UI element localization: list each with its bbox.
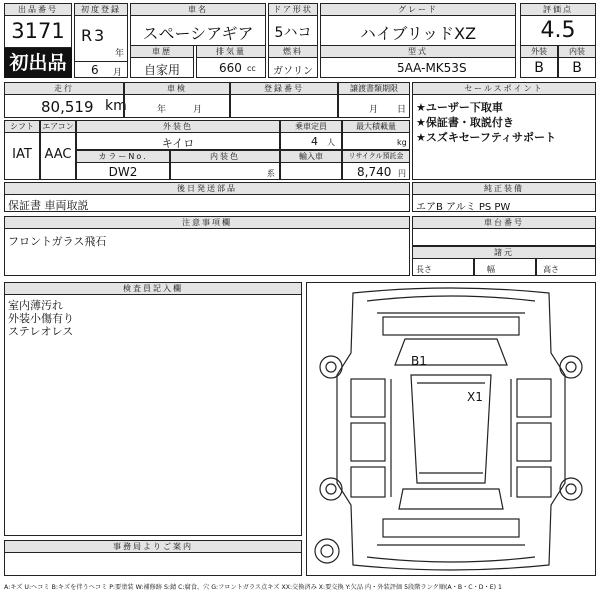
- damage-mark-b1: B1: [411, 354, 427, 368]
- spec-length-cell: [412, 258, 474, 276]
- header-chassis-no: 車台番号: [412, 216, 596, 229]
- score-cell: [520, 15, 596, 46]
- interior-grade-cell: [558, 57, 596, 78]
- first-reg-era: R: [81, 26, 93, 45]
- header-interior: 内装: [558, 45, 596, 58]
- header-model: 型式: [320, 45, 516, 58]
- header-ext-color: 外装色: [76, 120, 280, 133]
- first-sale-badge: 初出品: [4, 48, 72, 78]
- int-color-unit: 系: [267, 169, 275, 178]
- header-score: 評価点: [520, 3, 596, 16]
- displacement-unit: cc: [247, 64, 256, 73]
- mileage-unit: km: [105, 98, 127, 114]
- inspector-note: 室内薄汚れ: [8, 299, 63, 312]
- header-capacity: 乗車定員: [280, 120, 342, 133]
- legend-text: A:キズ U:ヘコミ B:キズを伴うヘコミ P:要塗装 W:補修跡 S:錆 C:腐食、穴 G:フロントガラス点キズ XX:交換済み X:要交換 Y:欠品 内・外装評価 5段階ランク順(A・B・C・D・E) 1: [4, 584, 502, 591]
- shift: IAT: [12, 147, 32, 162]
- spec-width-cell: [474, 258, 536, 276]
- import-cell: [280, 162, 342, 180]
- header-later-parts: 後日発送部品: [4, 182, 410, 195]
- spec-length: 長さ: [416, 265, 432, 274]
- header-specs: 諸元: [412, 246, 596, 259]
- first-reg-month-cell: [74, 61, 128, 78]
- model-code: 5AA-MK53S: [397, 61, 467, 75]
- equipment-cell: [412, 194, 596, 212]
- inspector-notes-box: [4, 294, 302, 536]
- exterior-grade: B: [534, 60, 544, 76]
- shift-cell: [4, 132, 40, 180]
- mileage-cell: [4, 94, 127, 118]
- inspector-note: 外装小傷有り: [8, 312, 74, 325]
- inspection-year-unit: 年: [157, 105, 167, 115]
- aircon: AAC: [44, 147, 72, 162]
- first-reg-month: 6: [91, 63, 99, 77]
- score: 4.5: [540, 18, 576, 43]
- history: 自家用: [143, 63, 180, 77]
- fuel: ガソリン: [273, 66, 313, 77]
- lot-number-cell: [4, 15, 72, 48]
- model-cell: [320, 57, 516, 78]
- header-inspector: 検査員記入欄: [4, 282, 302, 295]
- header-max-load: 最大積載量: [342, 120, 410, 133]
- first-reg-year-unit: 年: [115, 49, 125, 59]
- damage-mark-x1: X1: [467, 390, 483, 404]
- header-office: 事務局よりご案内: [4, 540, 302, 553]
- header-int-color: 内装色: [170, 150, 280, 163]
- header-car-name: 車名: [130, 3, 266, 16]
- later-parts-cell: [4, 194, 410, 212]
- header-lot-no: 出品番号: [4, 3, 72, 16]
- capacity-cell: [280, 132, 342, 150]
- notes: フロントガラス飛石: [8, 235, 107, 248]
- transfer-day-unit: 日: [397, 105, 407, 115]
- exterior-grade-cell: [520, 57, 558, 78]
- ext-color: キイロ: [161, 137, 195, 150]
- first-reg-cell: [74, 15, 128, 62]
- capacity: 4: [311, 135, 318, 148]
- header-aircon: エアコン: [40, 120, 76, 133]
- transfer-month-unit: 月: [369, 105, 379, 115]
- transfer-deadline-cell: [338, 94, 410, 118]
- header-fuel: 燃料: [268, 45, 318, 58]
- header-inspection: 車検: [124, 82, 230, 95]
- header-displacement: 排気量: [196, 45, 266, 58]
- header-reg-no: 登録番号: [230, 82, 338, 95]
- header-shift: シフト: [4, 120, 40, 133]
- header-door: ドア形状: [268, 3, 318, 16]
- sales-point-item: ★保証書・取説付き: [416, 116, 514, 129]
- grade: ハイブリッドXZ: [359, 24, 477, 43]
- car-damage-diagram: [307, 283, 595, 575]
- displacement-cell: [196, 57, 266, 78]
- lot-number: 3171: [11, 19, 65, 43]
- color-no-cell: [76, 162, 170, 180]
- spec-height-cell: [536, 258, 596, 276]
- max-load-unit: kg: [397, 138, 407, 147]
- header-notes: 注意事項欄: [4, 216, 410, 229]
- color-no: DW2: [108, 165, 138, 179]
- header-grade: グレード: [320, 3, 516, 16]
- header-first-reg: 初度登録: [74, 3, 128, 16]
- displacement: 660: [219, 61, 242, 75]
- fuel-cell: [268, 57, 318, 78]
- aircon-cell: [40, 132, 76, 180]
- first-reg-month-unit: 月: [113, 68, 123, 78]
- door-cell: [268, 15, 318, 46]
- chassis-no-cell: [412, 228, 596, 246]
- recycle-cell: [342, 162, 410, 180]
- ext-color-cell: [76, 132, 280, 150]
- max-load-cell: [342, 132, 410, 150]
- sales-point-item: ★ユーザー下取車: [416, 101, 503, 114]
- header-exterior: 外装: [520, 45, 558, 58]
- recycle-unit: 円: [398, 169, 406, 178]
- notes-box: [4, 228, 410, 276]
- header-history: 車歴: [130, 45, 194, 58]
- inspection-month-unit: 月: [193, 105, 203, 115]
- sales-points-box: [412, 94, 596, 180]
- spec-height: 高さ: [543, 265, 559, 274]
- recycle-fee: 8,740: [357, 165, 392, 179]
- reg-no-cell: [230, 94, 338, 118]
- first-reg-year: 3: [94, 26, 105, 45]
- car-name-cell: [130, 15, 266, 46]
- header-mileage: 走行: [4, 82, 124, 95]
- header-equipment: 純正装備: [412, 182, 596, 195]
- car-diagram-box: [306, 282, 596, 576]
- office-box: [4, 552, 302, 576]
- header-import: 輸入車: [280, 150, 342, 163]
- header-transfer-deadline: 譲渡書類期限: [338, 82, 410, 95]
- history-cell: [130, 57, 194, 78]
- sales-point-item: ★スズキセーフティサポート: [416, 131, 556, 144]
- inspection-cell: [124, 94, 230, 118]
- interior-grade: B: [572, 60, 582, 76]
- spec-width: 幅: [487, 265, 495, 274]
- door-type: 5ハコ: [274, 25, 312, 41]
- equipment: エアB アルミ PS PW: [416, 202, 511, 213]
- later-parts: 保証書 車両取説: [8, 199, 89, 212]
- grade-cell: [320, 15, 516, 46]
- int-color-cell: [170, 162, 280, 180]
- inspector-note: ステレオレス: [8, 325, 74, 338]
- mileage: 80,519: [41, 98, 94, 116]
- capacity-unit: 人: [327, 138, 335, 147]
- header-color-no: カラーNo.: [76, 150, 170, 163]
- car-name: スペーシアギア: [142, 24, 254, 43]
- header-recycle: リサイクル預託金: [342, 150, 410, 163]
- header-sales-point: セールスポイント: [412, 82, 596, 95]
